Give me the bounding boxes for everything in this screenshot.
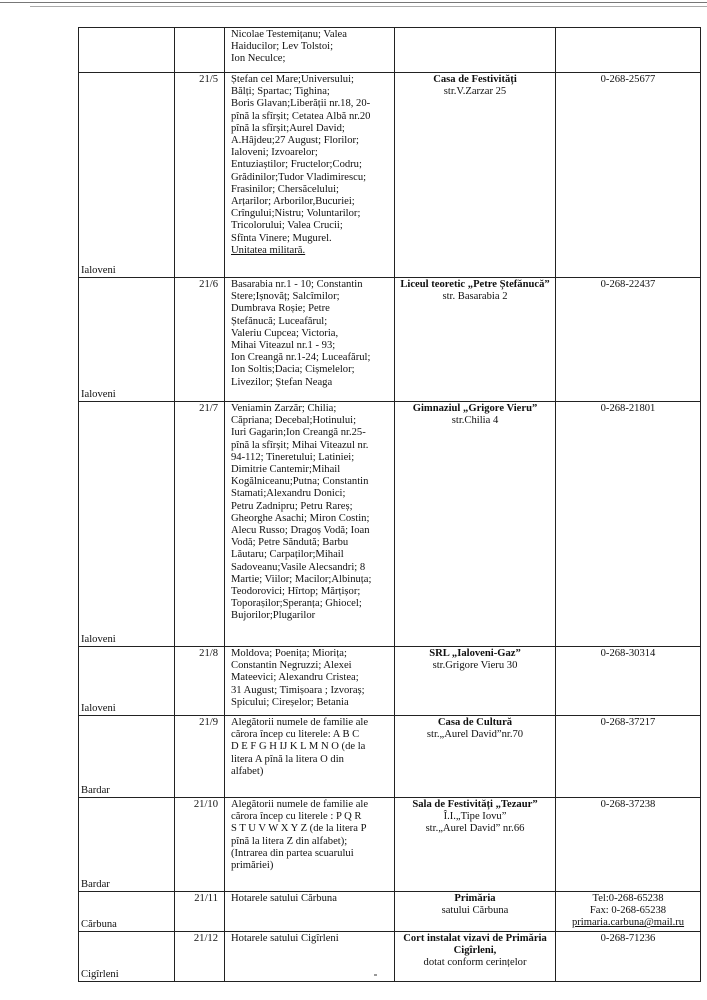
address-line: Sfînta Vinere; Mugurel. <box>231 232 332 244</box>
phone-cell <box>556 892 701 932</box>
locality-label: Bardar <box>81 784 110 796</box>
locality-cell <box>79 932 175 982</box>
locality-cell <box>79 28 175 73</box>
site-address: str.„Aurel David” nr.66 <box>425 823 525 835</box>
scan-line <box>30 6 707 7</box>
station-number-cell <box>175 932 225 982</box>
address-line: primăriei) <box>231 860 274 872</box>
address-line: Ștefan cel Mare;Universului; <box>231 74 354 85</box>
table-row <box>79 28 701 73</box>
site-address: str. Basarabia 2 <box>442 291 508 303</box>
address-line: Ștefănucă; Luceafărul; <box>231 315 328 327</box>
address-line: Martie; Viilor; Macilor;Albinuța; <box>231 573 372 585</box>
locality-label: Ialoveni <box>81 633 116 645</box>
addresses-cell <box>225 73 395 278</box>
address-line: Hotarele satului Cărbuna <box>231 893 337 904</box>
addresses-cell <box>225 402 395 647</box>
table-row <box>79 716 701 798</box>
address-line: Haiducilor; Lev Tolstoi; <box>231 41 334 53</box>
address-line: Crîngului;Nistru; Voluntarilor; <box>231 208 361 220</box>
address-line: 31 August; Timișoara ; Izvoraș; <box>231 684 365 696</box>
address-line-underlined: Unitatea militară. <box>231 244 306 256</box>
locality-cell <box>79 278 175 402</box>
address-line: A.Hâjdeu;27 August; Florilor; <box>231 135 360 147</box>
site-address: str.Grigore Vieru 30 <box>432 660 518 672</box>
address-line: cărora încep cu literele: A B C <box>231 729 360 741</box>
address-line: Tricolorului; Valea Crucii; <box>231 220 343 232</box>
address-line: cărora încep cu literele : P Q R <box>231 811 362 823</box>
locality-label: Ialoveni <box>81 702 116 714</box>
address-line: Nicolae Testemițanu; Valea <box>231 29 347 40</box>
polling-stations-table <box>78 27 701 982</box>
address-line: Constantin Negruzzi; Alexei <box>231 660 352 672</box>
phone-number: 0-268-22437 <box>600 279 656 290</box>
phone-number: 0-268-37217 <box>600 717 656 728</box>
site-title: Sala de Festivități „Tezaur” <box>412 799 538 810</box>
station-number: 21/10 <box>193 799 218 810</box>
locality-cell <box>79 402 175 647</box>
address-line: Alegătorii numele de familie ale <box>231 799 369 810</box>
station-number: 21/7 <box>199 403 218 414</box>
address-line: Iuri Gagarin;Ion Creangă nr.25- <box>231 427 366 439</box>
table-body <box>79 28 701 982</box>
locality-cell <box>79 73 175 278</box>
scan-line <box>0 2 707 3</box>
locality-label: Ialoveni <box>81 388 116 400</box>
scan-top-edge <box>0 0 707 10</box>
address-line: 94-112; Tineretului; Latiniei; <box>231 451 355 463</box>
address-line: Ion Neculce; <box>231 53 286 65</box>
site-title: Primăria <box>454 893 496 904</box>
address-line: Livezilor; Ștefan Neaga <box>231 376 333 388</box>
polling-site-cell <box>395 716 556 798</box>
table-row <box>79 278 701 402</box>
address-line: Ialoveni; Izvoarelor; <box>231 147 318 159</box>
address-line: (Intrarea din partea scuarului <box>231 847 354 859</box>
site-address: Î.I.„Tipe Iovu” <box>443 811 507 823</box>
phone-cell <box>556 28 701 73</box>
polling-site-cell <box>395 278 556 402</box>
address-line: Dimitrie Cantemir;Mihail <box>231 464 341 476</box>
address-line: Veniamin Zarzăr; Chilia; <box>231 403 337 414</box>
phone-number: 0-268-21801 <box>600 403 656 414</box>
polling-site-cell <box>395 28 556 73</box>
locality-label: Cărbuna <box>81 918 117 930</box>
station-number: 21/11 <box>194 893 218 904</box>
addresses-cell <box>225 647 395 716</box>
address-line: Sadoveanu;Vasile Alecsandri; 8 <box>231 561 366 573</box>
phone-cell <box>556 798 701 892</box>
site-title: Casa de Festivități <box>433 74 517 85</box>
address-line: Valeriu Cupcea; Victoria, <box>231 327 339 339</box>
addresses-cell <box>225 28 395 73</box>
phone-cell <box>556 647 701 716</box>
polling-site-cell <box>395 73 556 278</box>
address-line: Gheorghe Asachi; Miron Costin; <box>231 512 370 524</box>
table-row <box>79 798 701 892</box>
site-title: Cort instalat vizavi de Primăria Cigîrleni, <box>403 933 547 957</box>
phone-cell <box>556 73 701 278</box>
station-number-cell <box>175 73 225 278</box>
phone-cell <box>556 278 701 402</box>
locality-cell <box>79 892 175 932</box>
address-line: Căpriana; Decebal;Hotinului; <box>231 415 357 427</box>
address-line: Frasinilor; Chersăcelului; <box>231 183 339 195</box>
address-line: Mateevici; Alexandru Cristea; <box>231 672 359 684</box>
phone-number: 0-268-37238 <box>600 799 656 810</box>
station-number-cell <box>175 402 225 647</box>
address-line: Toporașilor;Speranța; Ghiocel; <box>231 598 362 610</box>
polling-site-cell <box>395 798 556 892</box>
address-line: Petru Zadnipru; Petru Rareș; <box>231 500 353 512</box>
address-line: Kogălniceanu;Putna; Constantin <box>231 476 369 488</box>
address-line: Dumbrava Roșie; Petre <box>231 303 330 315</box>
address-line: Basarabia nr.1 - 10; Constantin <box>231 279 363 290</box>
address-line: Stere;Ișnovăț; Salcîmilor; <box>231 291 340 303</box>
address-line: D E F G H IJ K L M N O (de la <box>231 741 366 753</box>
station-number: 21/8 <box>199 648 218 659</box>
address-line: Alegătorii numele de familie ale <box>231 717 369 728</box>
addresses-cell <box>225 798 395 892</box>
table-row <box>79 892 701 932</box>
address-line: Ion Soltis;Dacia; Cișmelelor; <box>231 364 355 376</box>
site-title: Casa de Cultură <box>437 717 513 728</box>
table-row <box>79 932 701 982</box>
address-line: Grădinilor;Tudor Vladimirescu; <box>231 171 367 183</box>
scan-speck <box>374 974 377 976</box>
phone-cell <box>556 716 701 798</box>
locality-cell <box>79 647 175 716</box>
phone-number: 0-268-30314 <box>600 648 656 659</box>
site-address: str.„Aurel David”nr.70 <box>426 729 524 741</box>
address-line: Vodă; Petre Săndută; Barbu <box>231 537 349 549</box>
station-number: 21/5 <box>199 74 218 85</box>
address-line: pînă la sfîrșit; Cetatea Albă nr.20 <box>231 110 371 122</box>
site-address: dotat conform cerințelor <box>423 957 527 969</box>
address-line: S T U V W X Y Z (de la litera P <box>231 823 367 835</box>
locality-cell <box>79 798 175 892</box>
address-line: Alecu Russo; Dragoș Vodă; Ioan <box>231 525 370 537</box>
address-line: Bujorilor;Plugarilor <box>231 610 316 622</box>
addresses-cell <box>225 278 395 402</box>
site-address: str.Chilia 4 <box>451 415 499 427</box>
table-row <box>79 73 701 278</box>
address-line: pînă la litera Z din alfabet); <box>231 835 348 847</box>
polling-site-cell <box>395 402 556 647</box>
address-line: pînă la sfîrșit; Mihai Viteazul nr. <box>231 439 369 451</box>
locality-label: Ialoveni <box>81 264 116 276</box>
polling-site-cell <box>395 932 556 982</box>
station-number-cell <box>175 647 225 716</box>
address-line: Lăutaru; Carpaților;Mihail <box>231 549 344 561</box>
phone-number: primaria.carbuna@mail.ru <box>571 917 685 929</box>
locality-cell <box>79 716 175 798</box>
address-line: Entuziaștilor; Fructelor;Codru; <box>231 159 362 171</box>
station-number: 21/12 <box>193 933 218 944</box>
address-line: Stamati;Alexandru Donici; <box>231 488 346 500</box>
addresses-cell <box>225 932 395 982</box>
site-address: satului Cărbuna <box>441 905 509 917</box>
site-title: SRL „Ialoveni-Gaz” <box>429 648 521 659</box>
station-number-cell <box>175 892 225 932</box>
phone-number: 0-268-25677 <box>600 74 656 85</box>
polling-site-cell <box>395 647 556 716</box>
site-title: Gimnaziul „Grigore Vieru” <box>412 403 538 414</box>
address-line: Mihai Viteazul nr.1 - 93; <box>231 340 336 352</box>
station-number-cell <box>175 278 225 402</box>
address-line: litera A pînă la litera O din <box>231 753 344 765</box>
address-line: Moldova; Poenița; Miorița; <box>231 648 347 659</box>
station-number-cell <box>175 798 225 892</box>
station-number: 21/9 <box>199 717 218 728</box>
address-line: Arțarilor; Arborilor,Bucuriei; <box>231 196 355 208</box>
address-line: Spicului; Cireșelor; Betania <box>231 696 349 708</box>
phone-number: Tel:0-268-65238 <box>592 893 664 904</box>
phone-number: 0-268-71236 <box>600 933 656 944</box>
address-line: Boris Glavan;Liberății nr.18, 20- <box>231 98 371 110</box>
station-number-cell <box>175 716 225 798</box>
phone-cell <box>556 402 701 647</box>
addresses-cell <box>225 892 395 932</box>
addresses-cell <box>225 716 395 798</box>
phone-number: Fax: 0-268-65238 <box>589 905 667 917</box>
station-number-cell <box>175 28 225 73</box>
locality-label: Bardar <box>81 878 110 890</box>
table-row <box>79 647 701 716</box>
address-line: pînă la sfîrșit;Aurel David; <box>231 122 345 134</box>
address-line: Teodorovici; Hîrtop; Mărțișor; <box>231 586 361 598</box>
site-address: str.V.Zarzar 25 <box>443 86 507 98</box>
station-number: 21/6 <box>199 279 218 290</box>
site-title: Liceul teoretic „Petre Ștefănucă” <box>400 279 550 290</box>
address-line: Ion Creangă nr.1-24; Luceafărul; <box>231 352 371 364</box>
table-row <box>79 402 701 647</box>
polling-site-cell <box>395 892 556 932</box>
address-line: alfabet) <box>231 765 264 777</box>
locality-label: Cigîrleni <box>81 968 119 980</box>
address-line: Hotarele satului Cigîrleni <box>231 933 339 944</box>
address-line: Bălți; Spartac; Tighina; <box>231 86 330 98</box>
phone-cell <box>556 932 701 982</box>
